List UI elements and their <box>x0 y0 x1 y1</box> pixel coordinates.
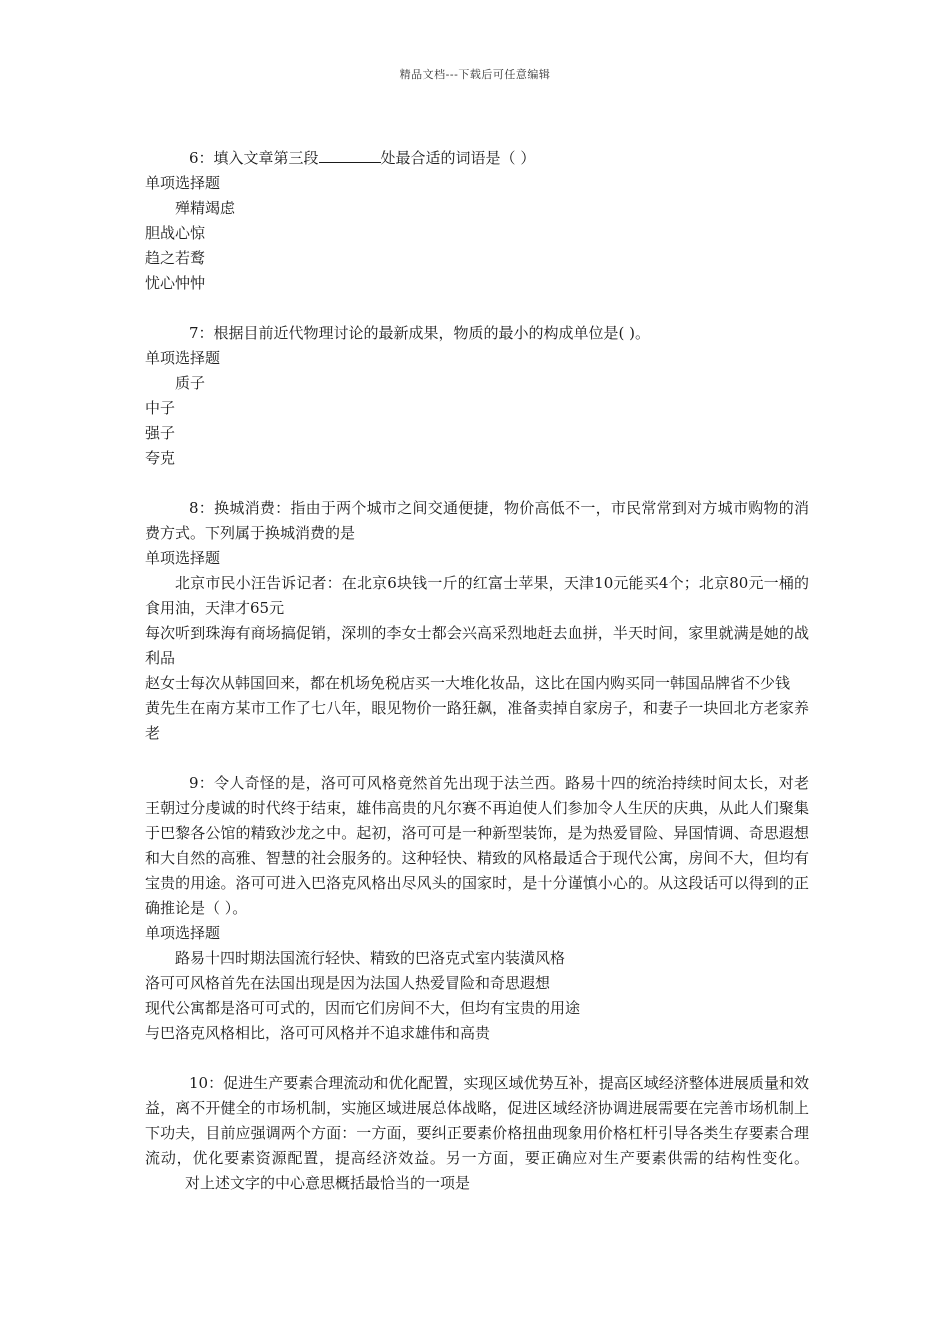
option-d[interactable]: 忧心忡忡 <box>145 274 206 292</box>
question-7 <box>145 321 809 471</box>
fill-blank <box>319 146 381 163</box>
question-stem: 7：根据目前近代物理讨论的最新成果，物质的最小的构成单位是( )。 <box>189 324 651 342</box>
question-9 <box>145 771 809 1046</box>
document-body <box>145 146 809 1221</box>
option-b[interactable]: 每次听到珠海有商场搞促销，深圳的李女士都会兴高采烈地赶去血拼，半天时间，家里就满是她的战利品 <box>145 624 809 667</box>
option-a[interactable]: 质子 <box>175 374 206 392</box>
question-type: 单项选择题 <box>145 549 221 567</box>
question-8 <box>145 496 809 746</box>
stem-main: 10：促进生产要素合理流动和优化配置，实现区域优势互补，提高区域经济整体进展质量和效益，离不开健全的市场机制，实施区域进展总体战略，促进区域经济协调进展需要在完善市场机制上下功夫，目前应强调两个方面：一方面，要纠正要素价格扭曲现象用价格杠杆引导各类生存要素合理流动，优化要素资源配置，提高经济效益。另一方面，要正确应对生产要素供需的结构性变化。 <box>145 1074 809 1167</box>
option-c[interactable]: 强子 <box>145 424 176 442</box>
question-type: 单项选择题 <box>145 349 221 367</box>
option-d[interactable]: 黄先生在南方某市工作了七八年，眼见物价一路狂飙，准备卖掉自家房子，和妻子一块回北方老家养老 <box>145 699 809 742</box>
option-c[interactable]: 赵女士每次从韩国回来，都在机场免税店买一大堆化妆品，这比在国内购买同一韩国品牌省不少钱 <box>145 674 791 692</box>
option-c[interactable]: 现代公寓都是洛可可式的，因而它们房间不大，但均有宝贵的用途 <box>145 999 581 1017</box>
question-stem <box>145 1071 809 1196</box>
option-a[interactable]: 北京市民小汪告诉记者：在北京6块钱一斤的红富士苹果，天津10元能买4个；北京80元一桶的食用油，天津才65元 <box>145 574 809 617</box>
question-type: 单项选择题 <box>145 174 221 192</box>
stem-after-blank: 处最合适的词语是（ ） <box>380 149 536 167</box>
question-stem <box>145 146 809 171</box>
question-6 <box>145 146 809 296</box>
question-stem: 8：换城消费：指由于两个城市之间交通便捷，物价高低不一，市民常常到对方城市购物的消费方式。下列属于换城消费的是 <box>145 499 809 542</box>
option-d[interactable]: 与巴洛克风格相比，洛可可风格并不追求雄伟和高贵 <box>145 1024 491 1042</box>
option-b[interactable]: 胆战心惊 <box>145 224 206 242</box>
stem-tail: 对上述文字的中心意思概括最恰当的一项是 <box>185 1174 471 1192</box>
option-b[interactable]: 中子 <box>145 399 176 417</box>
option-b[interactable]: 洛可可风格首先在法国出现是因为法国人热爱冒险和奇思遐想 <box>145 974 551 992</box>
option-c[interactable]: 趋之若鹜 <box>145 249 206 267</box>
question-type: 单项选择题 <box>145 924 221 942</box>
question-stem: 9：令人奇怪的是，洛可可风格竟然首先出现于法兰西。路易十四的统治持续时间太长，对老王朝过分虔诚的时代终于结束，雄伟高贵的凡尔赛不再迫使人们参加令人生厌的庆典，从此人们聚集于巴黎各公馆的精致沙龙之中。起初，洛可可是一种新型装饰，是为热爱冒险、异国情调、奇思遐想和大自然的高雅、智慧的社会服务的。这种轻快、精致的风格最适合于现代公寓，房间不大，但均有宝贵的用途。洛可可进入巴洛克风格出尽风头的国家时，是十分谨慎小心的。从这段话可以得到的正确推论是（ ）。 <box>145 774 809 917</box>
page-header: 精品文档---下载后可任意编辑 <box>399 68 551 81</box>
question-10 <box>145 1071 809 1196</box>
option-d[interactable]: 夸克 <box>145 449 176 467</box>
option-a[interactable]: 殚精竭虑 <box>175 199 236 217</box>
option-a[interactable]: 路易十四时期法国流行轻快、精致的巴洛克式室内装潢风格 <box>175 949 566 967</box>
stem-before-blank: 6：填入文章第三段 <box>189 149 319 167</box>
